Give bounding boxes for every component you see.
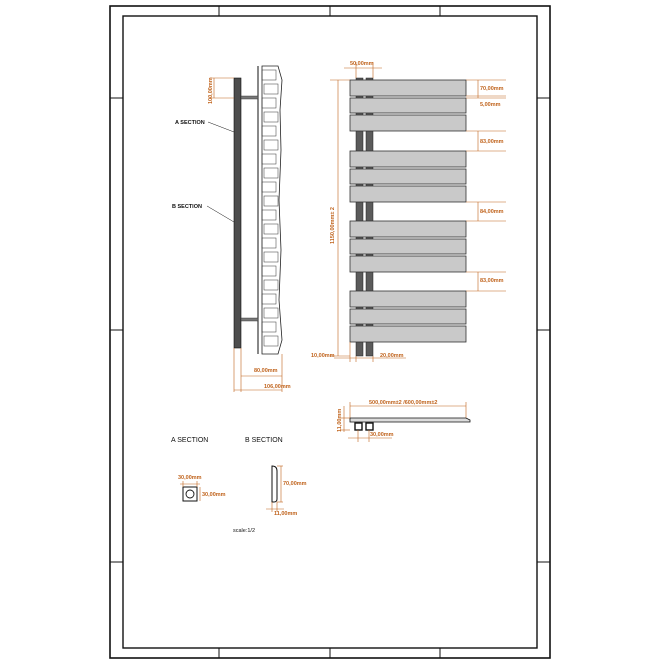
side-view [172,66,291,392]
front-pipe-width-dim: 20,00mm [380,353,404,359]
panel-group-1 [350,80,466,131]
section-details [171,437,307,534]
top-pipe-spacing-dim: 30,00mm [370,432,394,438]
side-top-offset-dim: 100,00mm [208,77,214,104]
front-gap-3-dim: 83,00mm [480,278,504,284]
top-thickness-dim: 11,00mm [337,408,343,432]
top-bracket [241,96,258,99]
top-panel-profile [350,418,470,422]
b-section-width-dim: 11,00mm [274,511,298,517]
b-section-title: B SECTION [245,437,283,444]
b-section-height-dim: 70,00mm [283,481,307,487]
b-section-panel [272,466,277,502]
top-view [337,400,470,442]
front-gap-2-dim: 84,00mm [480,209,504,215]
b-section-callout: B SECTION [172,204,202,210]
wall-section [258,66,282,354]
front-panel-gap-dim: 5,00mm [480,102,501,108]
panel-group-4 [350,291,466,342]
a-section-height-dim: 30,00mm [202,492,226,498]
radiator-profile [234,78,241,348]
top-pipe-left [355,423,362,430]
a-section-title: A SECTION [171,437,209,444]
panel-group-3 [350,221,466,272]
front-view [311,61,506,362]
a-section-bore [186,490,194,498]
top-pipe-right [366,423,373,430]
side-depth-dim: 80,00mm [254,368,278,374]
bottom-bracket [241,318,258,321]
front-total-height-dim: 1150,00mm± 2 [330,207,336,244]
side-total-depth-dim: 106,00mm [264,384,291,390]
front-panel-height-dim: 70,00mm [480,86,504,92]
panel-group-2 [350,151,466,202]
top-width-dim: 500,00mm±2 /600,00mm±2 [369,400,438,406]
a-section-callout: A SECTION [175,120,205,126]
front-left-offset-dim: 10,00mm [311,353,335,359]
front-pipe-spacing-dim: 50,00mm [350,61,374,67]
a-section-width-dim: 30,00mm [178,475,202,481]
front-gap-1-dim: 83,00mm [480,139,504,145]
scale-note: scale:1/2 [233,528,256,534]
